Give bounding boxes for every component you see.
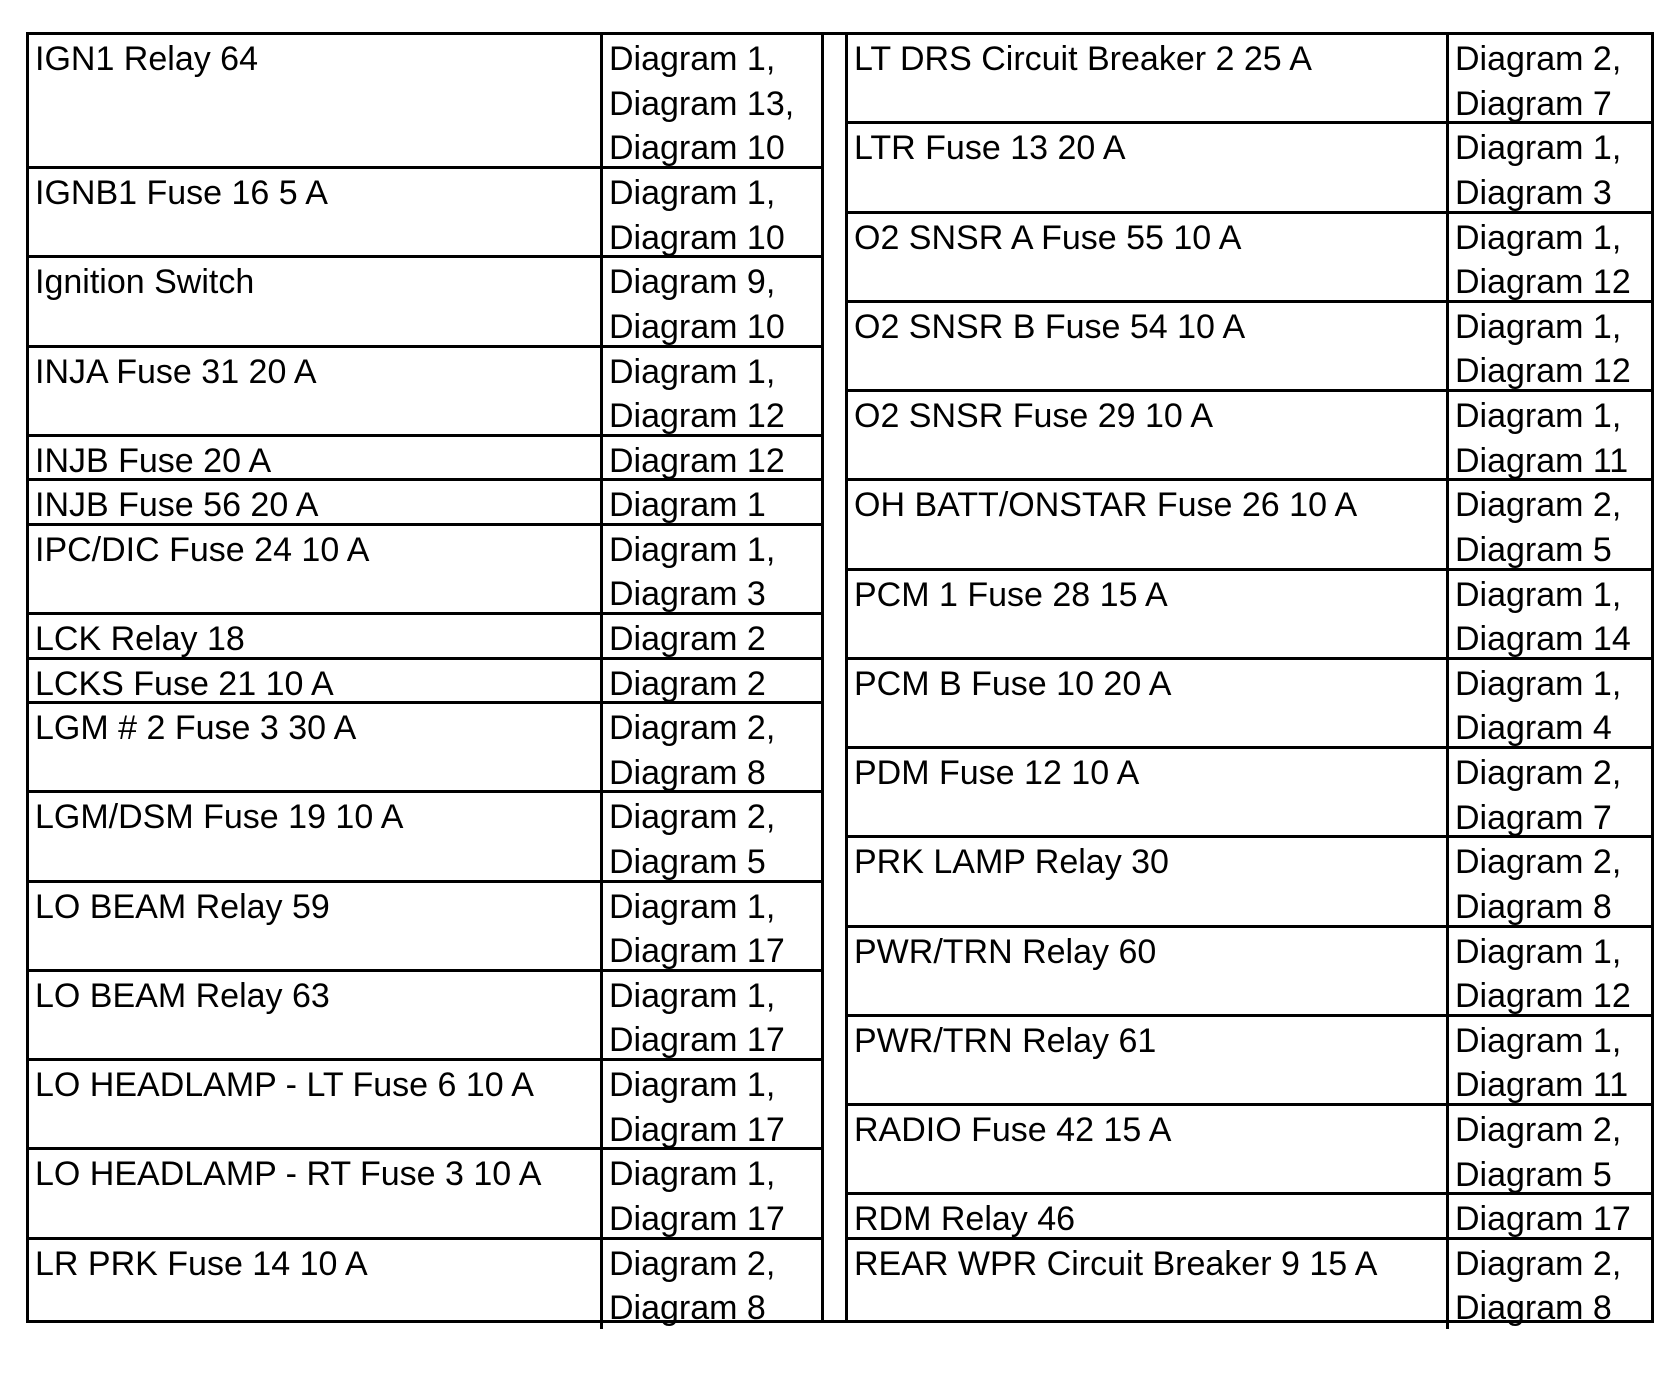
diagram-reference: Diagram 2, — [1455, 1244, 1622, 1283]
component-name: LGM/DSM Fuse 19 10 A — [35, 798, 404, 837]
diagram-reference: Diagram 8 — [1455, 1289, 1612, 1328]
diagram-reference: Diagram 5 — [609, 842, 766, 880]
diagram-reference: Diagram 5 — [1455, 1155, 1612, 1193]
table-row — [848, 35, 1651, 124]
component-name: LCKS Fuse 21 10 A — [35, 664, 334, 701]
table-row — [29, 883, 821, 972]
diagram-references — [600, 481, 821, 523]
component-name: PCM B Fuse 10 20 A — [854, 664, 1172, 703]
diagram-reference: Diagram 1, — [609, 530, 776, 569]
diagram-references — [600, 258, 821, 344]
diagram-reference: Diagram 1, — [609, 1066, 776, 1104]
table-row — [848, 124, 1651, 213]
diagram-reference: Diagram 7 — [1455, 798, 1612, 836]
component-name: RDM Relay 46 — [854, 1200, 1076, 1237]
diagram-references — [600, 1150, 821, 1236]
diagram-reference: Diagram 17 — [609, 1021, 785, 1058]
diagram-references — [600, 526, 821, 612]
diagram-references — [1446, 928, 1651, 1014]
diagram-reference: Diagram 1, — [609, 1155, 776, 1194]
diagram-reference: Diagram 1, — [609, 174, 776, 212]
table-row — [29, 481, 821, 526]
diagram-references — [600, 437, 821, 479]
diagram-reference: Diagram 12 — [609, 397, 785, 434]
diagram-reference: Diagram 7 — [1455, 84, 1612, 122]
table-row — [29, 793, 821, 882]
diagram-reference: Diagram 8 — [1455, 887, 1612, 925]
table-row — [29, 169, 821, 258]
diagram-reference: Diagram 17 — [1455, 1200, 1631, 1237]
component-name: PRK LAMP Relay 30 — [854, 843, 1169, 882]
diagram-reference: Diagram 2 — [609, 664, 766, 701]
component-name: LCK Relay 18 — [35, 620, 245, 657]
table-row — [29, 437, 821, 482]
component-name: LGM # 2 Fuse 3 30 A — [35, 709, 357, 747]
diagram-reference: Diagram 8 — [609, 753, 766, 791]
table-row — [848, 660, 1651, 749]
left-column — [29, 35, 824, 1327]
diagram-reference: Diagram 1, — [1455, 664, 1622, 703]
table-row — [848, 571, 1651, 660]
diagram-reference: Diagram 1, — [1455, 932, 1622, 971]
diagram-reference: Diagram 17 — [609, 932, 785, 969]
table-row — [29, 35, 821, 169]
component-name: LT DRS Circuit Breaker 2 25 A — [854, 40, 1312, 78]
diagram-references — [600, 615, 821, 657]
diagram-reference: Diagram 1, — [1455, 1021, 1622, 1060]
diagram-references — [1446, 35, 1651, 121]
diagram-reference: Diagram 2, — [609, 1244, 776, 1283]
diagram-reference: Diagram 10 — [609, 218, 785, 256]
diagram-references — [600, 1061, 821, 1147]
diagram-reference: Diagram 14 — [1455, 620, 1631, 657]
diagram-reference: Diagram 1, — [1455, 218, 1622, 257]
diagram-reference: Diagram 2, — [1455, 486, 1622, 525]
diagram-reference: Diagram 3 — [609, 575, 766, 612]
table-row — [29, 258, 821, 347]
table-row — [848, 481, 1651, 570]
diagram-references — [1446, 571, 1651, 657]
table-row — [848, 1240, 1651, 1329]
component-name: O2 SNSR B Fuse 54 10 A — [854, 307, 1246, 346]
diagram-reference: Diagram 2 — [609, 620, 766, 657]
diagram-reference: Diagram 2, — [1455, 40, 1622, 78]
component-name: PDM Fuse 12 10 A — [854, 754, 1140, 792]
diagram-references — [1446, 1017, 1651, 1103]
component-name: O2 SNSR Fuse 29 10 A — [854, 397, 1214, 435]
table-row — [29, 1240, 821, 1329]
table-row — [29, 1061, 821, 1150]
table-row — [29, 1150, 821, 1239]
table-row — [29, 660, 821, 705]
diagram-reference: Diagram 3 — [1455, 173, 1612, 211]
diagram-reference: Diagram 8 — [609, 1289, 766, 1327]
table-row — [29, 615, 821, 660]
component-name: PWR/TRN Relay 61 — [854, 1021, 1157, 1060]
diagram-reference: Diagram 2, — [609, 798, 776, 837]
component-name: INJB Fuse 56 20 A — [35, 486, 319, 523]
diagram-reference: Diagram 1, — [609, 887, 776, 926]
table-row — [848, 1017, 1651, 1106]
diagram-reference: Diagram 2, — [1455, 1111, 1622, 1149]
right-column — [845, 35, 1651, 1328]
component-name: LO BEAM Relay 59 — [35, 887, 330, 926]
component-name: O2 SNSR A Fuse 55 10 A — [854, 218, 1242, 257]
diagram-reference: Diagram 5 — [1455, 530, 1612, 568]
diagram-references — [1446, 392, 1651, 478]
diagram-references — [600, 169, 821, 255]
diagram-reference: Diagram 1, — [609, 976, 776, 1015]
component-name: REAR WPR Circuit Breaker 9 15 A — [854, 1244, 1378, 1283]
diagram-references — [600, 972, 821, 1058]
table-row — [848, 928, 1651, 1017]
component-name: IGNB1 Fuse 16 5 A — [35, 174, 328, 212]
diagram-references — [1446, 1195, 1651, 1237]
component-name: Ignition Switch — [35, 263, 255, 302]
diagram-references — [1446, 1240, 1651, 1329]
diagram-reference: Diagram 1, — [609, 40, 776, 78]
component-name: LO HEADLAMP - RT Fuse 3 10 A — [35, 1155, 542, 1194]
table-row — [848, 1195, 1651, 1240]
component-name: LR PRK Fuse 14 10 A — [35, 1244, 368, 1283]
component-name: PCM 1 Fuse 28 15 A — [854, 575, 1168, 614]
diagram-reference: Diagram 1 — [609, 486, 766, 523]
diagram-reference: Diagram 1, — [1455, 397, 1622, 435]
component-name: LO HEADLAMP - LT Fuse 6 10 A — [35, 1066, 534, 1104]
diagram-references — [600, 883, 821, 969]
table-row — [848, 1106, 1651, 1195]
diagram-reference: Diagram 1, — [1455, 307, 1622, 346]
diagram-references — [600, 660, 821, 702]
diagram-reference: Diagram 10 — [609, 129, 785, 166]
component-name: INJB Fuse 20 A — [35, 441, 272, 479]
diagram-reference: Diagram 12 — [1455, 977, 1631, 1014]
table-row — [848, 392, 1651, 481]
diagram-reference: Diagram 1, — [1455, 129, 1622, 168]
diagram-reference: Diagram 1, — [1455, 575, 1622, 614]
component-name: LO BEAM Relay 63 — [35, 976, 330, 1015]
table-row — [29, 704, 821, 793]
diagram-references — [1446, 749, 1651, 835]
diagram-reference: Diagram 11 — [1455, 1066, 1629, 1103]
component-name: LTR Fuse 13 20 A — [854, 129, 1126, 168]
diagram-reference: Diagram 2, — [1455, 843, 1622, 882]
component-name: IPC/DIC Fuse 24 10 A — [35, 530, 370, 569]
diagram-references — [600, 35, 821, 166]
diagram-references — [1446, 124, 1651, 210]
diagram-reference: Diagram 1, — [609, 352, 776, 391]
diagram-references — [600, 704, 821, 790]
table-row — [848, 749, 1651, 838]
diagram-references — [600, 348, 821, 434]
diagram-references — [1446, 303, 1651, 389]
diagram-references — [1446, 214, 1651, 300]
component-name: RADIO Fuse 42 15 A — [854, 1111, 1172, 1149]
diagram-reference: Diagram 2, — [1455, 754, 1622, 792]
table-row — [29, 348, 821, 437]
diagram-reference: Diagram 9, — [609, 263, 776, 302]
component-index-table — [26, 32, 1654, 1328]
diagram-reference: Diagram 12 — [609, 441, 785, 479]
diagram-references — [1446, 838, 1651, 924]
component-name: IGN1 Relay 64 — [35, 40, 258, 78]
diagram-reference: Diagram 17 — [609, 1199, 785, 1237]
diagram-references — [600, 793, 821, 879]
diagram-references — [1446, 660, 1651, 746]
diagram-reference: Diagram 10 — [609, 307, 785, 345]
table-row — [29, 526, 821, 615]
table-row — [848, 303, 1651, 392]
diagram-references — [600, 1240, 821, 1329]
table-row — [29, 972, 821, 1061]
table-row — [848, 838, 1651, 927]
table-row — [848, 214, 1651, 303]
component-name: OH BATT/ONSTAR Fuse 26 10 A — [854, 486, 1358, 525]
diagram-reference: Diagram 12 — [1455, 352, 1631, 389]
diagram-reference: Diagram 4 — [1455, 709, 1612, 746]
component-name: PWR/TRN Relay 60 — [854, 932, 1157, 971]
diagram-references — [1446, 1106, 1651, 1192]
diagram-reference: Diagram 11 — [1455, 441, 1629, 479]
diagram-reference: Diagram 17 — [609, 1110, 785, 1148]
component-name: INJA Fuse 31 20 A — [35, 352, 317, 391]
diagram-reference: Diagram 2, — [609, 709, 776, 747]
diagram-reference: Diagram 13, — [609, 84, 795, 123]
diagram-reference: Diagram 12 — [1455, 263, 1631, 300]
diagram-references — [1446, 481, 1651, 567]
